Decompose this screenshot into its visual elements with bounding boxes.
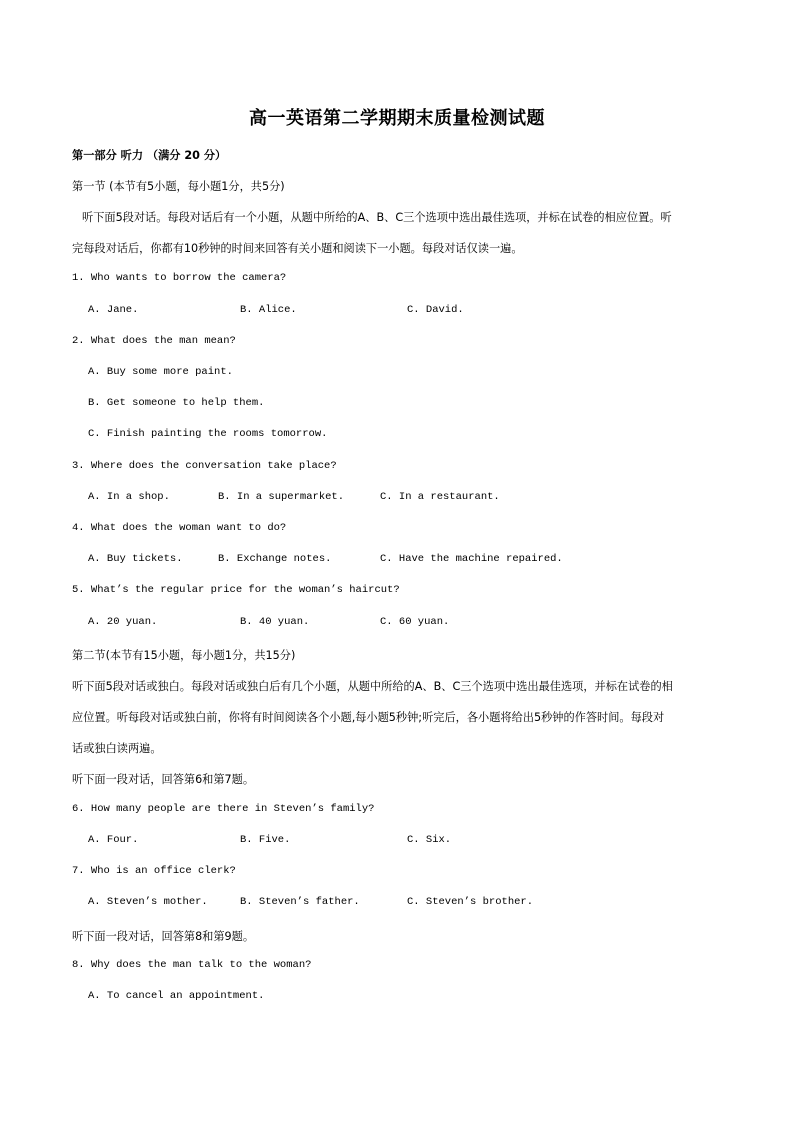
group2-note: 听下面一段对话，回答第8和第9题。 [72, 930, 255, 943]
section1-instructions-line2: 完每段对话后，你都有10秒钟的时间来回答有关小题和阅读下一小题。每段对话仅读一遍。 [72, 242, 523, 255]
q3-option-c: C. In a restaurant. [380, 491, 500, 503]
q8-option-a: A. To cancel an appointment. [88, 990, 265, 1002]
q4-option-b: B. Exchange notes. [218, 553, 332, 565]
q1-option-c: C. David. [407, 304, 464, 316]
q2-option-a: A. Buy some more paint. [88, 366, 233, 378]
section2-instructions-line2: 应位置。听每段对话或独白前，你将有时间阅读各个小题,每小题5秒钟;听完后，各小题将给出5秒钟的作答时间。每段对 [72, 711, 665, 724]
question-1: 1. Who wants to borrow the camera? [72, 272, 287, 284]
q7-option-b: B. Steven’s father. [240, 896, 360, 908]
question-8: 8. Why does the man talk to the woman? [72, 959, 312, 971]
section1-instructions-line1: 听下面5段对话。每段对话后有一个小题，从题中所给的A、B、C三个选项中选出最佳选项，并标在试卷的相应位置。听 [82, 211, 672, 224]
q3-option-a: A. In a shop. [88, 491, 170, 503]
page-title: 高一英语第二学期期末质量检测试题 [249, 108, 545, 129]
section2-instructions-line3: 话或独白读两遍。 [72, 742, 162, 755]
q7-option-a: A. Steven’s mother. [88, 896, 208, 908]
section2-instructions-line1: 听下面5段对话或独白。每段对话或独白后有几个小题，从题中所给的A、B、C三个选项中选出最佳选项，并标在试卷的相 [72, 680, 673, 693]
section1-heading: 第一节 (本节有5小题，每小题1分，共5分) [72, 180, 285, 193]
q5-option-a: A. 20 yuan. [88, 616, 158, 628]
question-4: 4. What does the woman want to do? [72, 522, 287, 534]
q5-option-c: C. 60 yuan. [380, 616, 450, 628]
question-2: 2. What does the man mean? [72, 335, 236, 347]
group1-note: 听下面一段对话，回答第6和第7题。 [72, 773, 255, 786]
q6-option-b: B. Five. [240, 834, 291, 846]
question-3: 3. Where does the conversation take place? [72, 460, 337, 472]
q6-option-c: C. Six. [407, 834, 452, 846]
q2-option-c: C. Finish painting the rooms tomorrow. [88, 428, 328, 440]
question-6: 6. How many people are there in Steven’s family? [72, 803, 375, 815]
question-7: 7. Who is an office clerk? [72, 865, 236, 877]
q4-option-a: A. Buy tickets. [88, 553, 183, 565]
section2-heading: 第二节(本节有15小题，每小题1分，共15分) [72, 649, 296, 662]
part1-heading: 第一部分 听力 （满分 20 分） [72, 149, 227, 162]
q4-option-c: C. Have the machine repaired. [380, 553, 563, 565]
q1-option-a: A. Jane. [88, 304, 139, 316]
q6-option-a: A. Four. [88, 834, 139, 846]
question-5: 5. What’s the regular price for the woman’s haircut? [72, 584, 400, 596]
q3-option-b: B. In a supermarket. [218, 491, 345, 503]
q2-option-b: B. Get someone to help them. [88, 397, 265, 409]
q7-option-c: C. Steven’s brother. [407, 896, 534, 908]
q5-option-b: B. 40 yuan. [240, 616, 310, 628]
q1-option-b: B. Alice. [240, 304, 297, 316]
